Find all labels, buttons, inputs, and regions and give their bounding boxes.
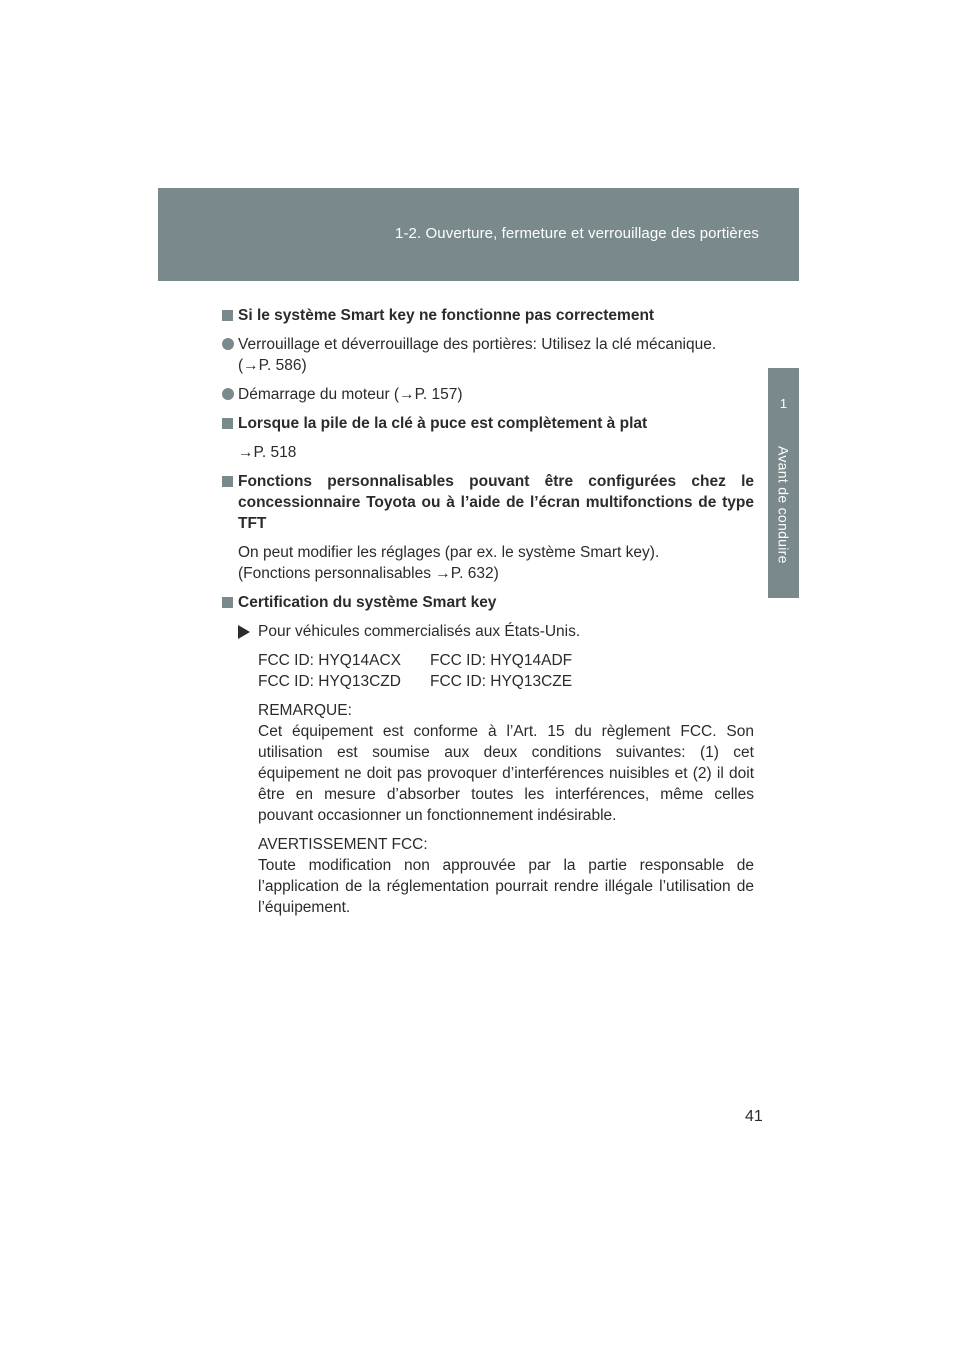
heading-certification: [222, 592, 754, 613]
market-text: Pour véhicules commercialisés aux États-Unis.: [258, 623, 581, 640]
fcc-remark: [222, 700, 754, 826]
fcc-id: FCC ID: HYQ13CZE: [430, 673, 573, 690]
heading-custom-functions: [222, 471, 754, 534]
remark-text: Cet équipement est conforme à l’Art. 15 du règlement FCC. Son utilisation est soumise aux deux conditions suivantes: (1) cet équipement ne doit pas provoquer d’interférences nuisibles et (2) il doit être en mesure d’absorber toutes les interférences, même celles pouvant occasionner un fonctionnement indésirable.: [258, 723, 754, 824]
remark-label: REMARQUE:: [258, 702, 352, 719]
circle-bullet-icon: [222, 388, 234, 400]
triangle-bullet-icon: [238, 625, 250, 639]
bullet-lock-unlock: [222, 334, 754, 376]
square-bullet-icon: [222, 310, 233, 321]
square-bullet-icon: [222, 418, 233, 429]
bullet-lock-unlock-ref: (→P. 586): [238, 357, 307, 374]
chapter-number-tab[interactable]: 1: [768, 368, 799, 438]
page-number: 41: [745, 1108, 763, 1125]
bullet-engine-start-text: Démarrage du moteur (→P. 157): [238, 386, 463, 403]
header-band: [158, 188, 799, 281]
fcc-id: FCC ID: HYQ13CZD: [258, 673, 401, 690]
custom-functions-line1: On peut modifier les réglages (par ex. le système Smart key).: [238, 544, 660, 561]
heading-custom-functions-text: Fonctions personnalisables pouvant être configurées chez le concessionnaire Toyota ou à l’aide de l’écran multifonctions de type TFT: [238, 473, 754, 532]
section-title: 1-2. Ouverture, fermeture et verrouillage des portières: [395, 225, 759, 242]
square-bullet-icon: [222, 597, 233, 608]
heading-smart-key-text: Si le système Smart key ne fonctionne pas correctement: [238, 307, 655, 324]
heading-certification-text: Certification du système Smart key: [238, 594, 497, 611]
heading-battery-text: Lorsque la pile de la clé à puce est complètement à plat: [238, 415, 648, 432]
warning-text: Toute modification non approuvée par la partie responsable de l’application de la réglementation pourrait rendre illégale l’utilisation de l’équipement.: [258, 857, 754, 916]
fcc-id-row: [258, 650, 754, 671]
chapter-label-tab[interactable]: [768, 438, 799, 598]
heading-smart-key: [222, 305, 754, 326]
bullet-lock-unlock-text: Verrouillage et déverrouillage des portières: Utilisez la clé mécanique.: [238, 336, 717, 353]
fcc-id: FCC ID: HYQ14ACX: [258, 652, 401, 669]
page-content: [222, 305, 754, 926]
custom-functions-text: [222, 542, 754, 584]
circle-bullet-icon: [222, 338, 234, 350]
heading-battery: [222, 413, 754, 434]
custom-functions-line2: (Fonctions personnalisables →P. 632): [238, 565, 499, 582]
fcc-id: FCC ID: HYQ14ADF: [430, 652, 573, 669]
market-item: [222, 621, 754, 642]
fcc-id-row: [258, 671, 754, 692]
fcc-warning: [222, 834, 754, 918]
warning-label: AVERTISSEMENT FCC:: [258, 836, 428, 853]
battery-reference: →P. 518: [238, 444, 297, 461]
square-bullet-icon: [222, 476, 233, 487]
fcc-id-list: [222, 650, 754, 692]
bullet-engine-start: [222, 384, 754, 405]
chapter-label: Avant de conduire: [775, 446, 792, 564]
